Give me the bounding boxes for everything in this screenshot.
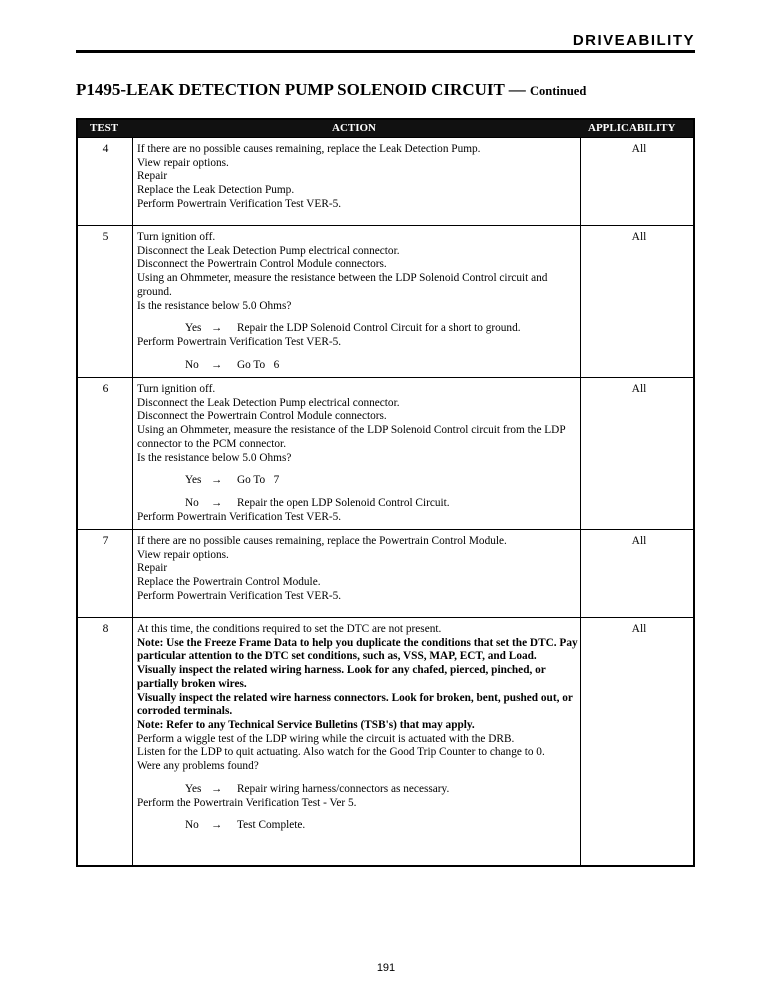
arrow-icon: → (211, 819, 223, 832)
no-option (137, 359, 579, 373)
repair-line: Perform Powertrain Verification Test VER-5. (137, 197, 342, 210)
yes-result: Repair wiring harness/connectors as necessary. (237, 782, 450, 795)
yes-label: Yes (185, 322, 202, 335)
action-line: Disconnect the Powertrain Control Module connectors. (137, 258, 387, 271)
test-number: 4 (102, 143, 109, 155)
no-option (137, 497, 579, 511)
arrow-icon: → (211, 497, 223, 510)
action-line: Is the resistance below 5.0 Ohms? (137, 299, 292, 312)
action-cell (137, 231, 579, 373)
applicability-value: All (631, 143, 647, 155)
no-label: No (185, 819, 199, 832)
repair-label: Repair (137, 562, 168, 575)
test-number: 6 (102, 383, 109, 395)
action-line: View repair options. (137, 156, 229, 169)
test-number: 8 (102, 623, 109, 635)
action-cell (137, 535, 579, 604)
diagnostic-table (76, 118, 695, 867)
column-header-applicability: APPLICABILITY (588, 122, 676, 134)
inspect-line: Visually inspect the related wiring harness. Look for any chafed, pierced, pinched, or partially broken wires. (137, 664, 546, 690)
test-number: 7 (102, 535, 109, 547)
yes-result-continued: Perform Powertrain Verification Test VER-5. (137, 336, 342, 349)
inspect-line: Visually inspect the related wire harness connectors. Look for broken, bent, pushed out, or corroded terminals. (137, 691, 573, 718)
action-line: If there are no possible causes remaining, replace the Leak Detection Pump. (137, 143, 481, 155)
no-result: Repair the open LDP Solenoid Control Circuit. (237, 497, 450, 510)
table-row-test-4 (78, 137, 693, 225)
arrow-icon: → (211, 358, 223, 371)
column-header-action: ACTION (332, 122, 377, 134)
action-line: Turn ignition off. (137, 383, 216, 395)
action-cell (137, 143, 579, 212)
yes-label: Yes (185, 782, 202, 795)
page-number: 191 (376, 962, 396, 974)
action-line: Were any problems found? (137, 760, 259, 773)
page-title-continued: Continued (530, 84, 587, 98)
repair-label: Repair (137, 170, 168, 183)
section-title: DRIVEABILITY (572, 32, 695, 49)
repair-line: Replace the Powertrain Control Module. (137, 576, 321, 589)
applicability-value: All (631, 383, 647, 395)
yes-option (137, 783, 579, 797)
repair-line: Perform Powertrain Verification Test VER-5. (137, 589, 342, 602)
yes-option (137, 322, 579, 336)
table-row-test-7 (78, 529, 693, 617)
note-line: Note: Use the Freeze Frame Data to help you duplicate the conditions that set the DTC. Pay particular attention to the DTC set conditions, such as, VSS, MAP, ECT, and Load. (137, 636, 578, 663)
yes-result: Go To 7 (237, 474, 280, 487)
page-title-main: P1495-LEAK DETECTION PUMP SOLENOID CIRCUIT — (76, 80, 526, 99)
action-line: Disconnect the Leak Detection Pump electrical connector. (137, 396, 400, 409)
table-row-test-5 (78, 225, 693, 377)
no-result: Test Complete. (237, 819, 306, 832)
action-line: Disconnect the Leak Detection Pump electrical connector. (137, 244, 400, 257)
arrow-icon: → (211, 474, 223, 487)
no-result-continued: Perform Powertrain Verification Test VER-5. (137, 511, 342, 524)
table-row-test-8 (78, 617, 693, 867)
action-cell (137, 383, 579, 525)
no-label: No (185, 497, 199, 510)
test-number: 5 (102, 231, 109, 243)
action-line: Perform a wiggle test of the LDP wiring while the circuit is actuated with the DRB. (137, 732, 515, 745)
no-result: Go To 6 (237, 358, 280, 371)
action-line: Disconnect the Powertrain Control Module connectors. (137, 410, 387, 423)
column-header-test: TEST (90, 122, 119, 134)
action-line: At this time, the conditions required to set the DTC are not present. (137, 623, 442, 635)
action-line: Using an Ohmmeter, measure the resistance of the LDP Solenoid Control circuit from the LDP connector to the PCM connector. (137, 424, 566, 450)
arrow-icon: → (211, 322, 223, 335)
page-header (76, 30, 695, 50)
no-option (137, 819, 579, 833)
yes-result-continued: Perform the Powertrain Verification Test - Ver 5. (137, 796, 357, 809)
page-title (76, 80, 586, 100)
table-row-test-6 (78, 377, 693, 529)
action-line: Is the resistance below 5.0 Ohms? (137, 451, 292, 464)
applicability-value: All (631, 623, 647, 635)
yes-result: Repair the LDP Solenoid Control Circuit for a short to ground. (237, 322, 521, 335)
action-line: Listen for the LDP to quit actuating. Also watch for the Good Trip Counter to change to 0. (137, 746, 545, 759)
table-header (78, 120, 693, 137)
note-line: Note: Refer to any Technical Service Bulletins (TSB's) that may apply. (137, 718, 475, 731)
repair-line: Replace the Leak Detection Pump. (137, 184, 295, 197)
applicability-value: All (631, 535, 647, 547)
yes-label: Yes (185, 474, 202, 487)
header-rule (76, 50, 695, 53)
arrow-icon: → (211, 782, 223, 795)
action-line: Turn ignition off. (137, 231, 216, 243)
action-line: View repair options. (137, 548, 229, 561)
no-label: No (185, 358, 199, 371)
action-line: If there are no possible causes remaining, replace the Powertrain Control Module. (137, 535, 507, 547)
applicability-value: All (631, 231, 647, 243)
action-cell (137, 623, 579, 833)
action-line: Using an Ohmmeter, measure the resistance between the LDP Solenoid Control circuit and ground. (137, 272, 548, 298)
yes-option (137, 474, 579, 488)
